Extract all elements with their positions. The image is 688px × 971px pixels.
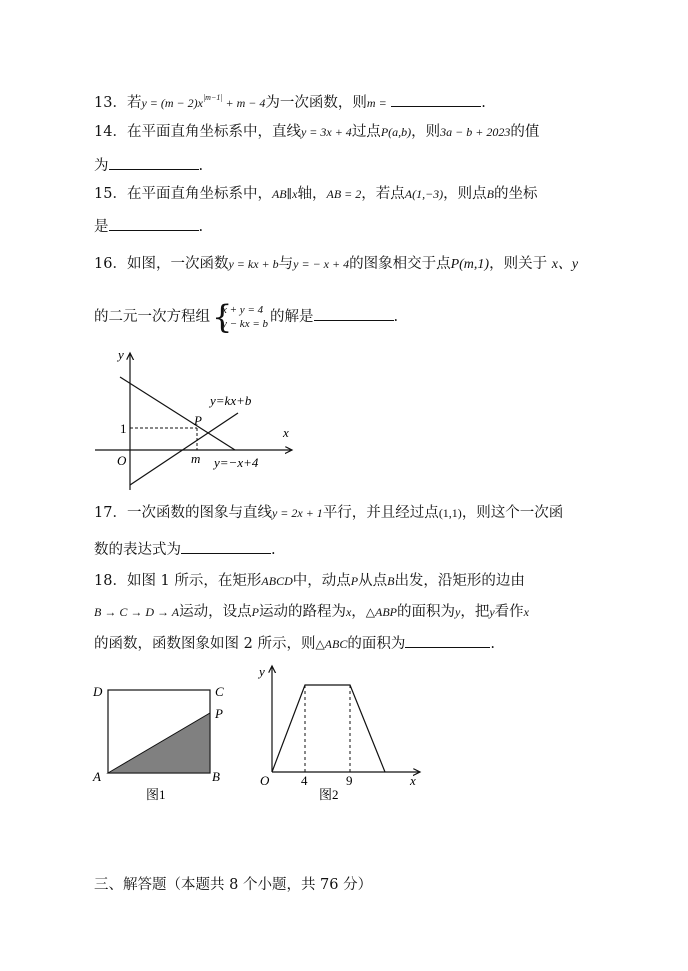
q13-expr: $y = (m - 2)x^{|m-1|} + m - 4$ bbox=[141, 93, 266, 110]
question-18-cont1: B → C → D → A运动，设点P运动的路程为x，△ABP的面积为y，把y看作x bbox=[94, 604, 529, 620]
fig1-label-b: B bbox=[212, 769, 220, 784]
graph-line2-label: y=−x+4 bbox=[214, 455, 259, 470]
fig1-label-d: D bbox=[93, 684, 103, 699]
graph-1-label: 1 bbox=[120, 421, 127, 436]
q13-m: m = bbox=[366, 96, 387, 110]
question-18-cont2: 的函数，函数图象如图 2 所示，则△ABC的面积为 . bbox=[94, 633, 495, 654]
line-neg-x-plus-4 bbox=[120, 377, 235, 450]
q16-equation-system: { x + y = 4 y − kx = b bbox=[212, 298, 268, 336]
fig2-tick-4: 4 bbox=[301, 773, 308, 788]
graph-y-label: y bbox=[118, 347, 124, 362]
question-15: 15．在平面直角坐标系中，AB∥x轴，AB = 2，若点A(1,−3)，则点B的坐标 bbox=[94, 186, 538, 202]
fig1-label-c: C bbox=[215, 684, 224, 699]
q18-figure1 bbox=[88, 678, 238, 808]
section-3-heading: 三、解答题（本题共 8 个小题，共 76 分） bbox=[94, 877, 373, 893]
question-13: 13．若$y = (m - 2)x^{|m-1|} + m - 4$为一次函数，则m = . bbox=[94, 93, 486, 111]
triangle-abp bbox=[108, 713, 210, 773]
graph-origin-label: O bbox=[117, 453, 127, 468]
fig2-tick-9: 9 bbox=[346, 773, 353, 788]
q13-text2: 为一次函数，则 bbox=[265, 95, 367, 111]
question-14-cont: 为 . bbox=[94, 155, 203, 176]
q14-expr2: 3a − b + 2023 bbox=[440, 125, 511, 139]
question-16-cont: 的二元一次方程组 { x + y = 4 y − kx = b 的解是 . bbox=[94, 298, 399, 336]
q16-graph bbox=[90, 345, 310, 495]
q13-number: 13． bbox=[94, 95, 127, 111]
fig2-caption: 图2 bbox=[319, 787, 339, 802]
fig2-origin-label: O bbox=[260, 773, 270, 788]
graph-x-label: x bbox=[283, 425, 289, 440]
fig2-y-label: y bbox=[259, 664, 265, 679]
q15-answer-blank[interactable] bbox=[109, 216, 199, 231]
question-17-cont: 数的表达式为 . bbox=[94, 539, 276, 560]
fig1-caption: 图1 bbox=[146, 787, 166, 802]
graph-p-label: P bbox=[194, 413, 202, 428]
q16-answer-blank[interactable] bbox=[314, 306, 394, 321]
question-18: 18．如图 1 所示，在矩形ABCD中，动点P从点B出发，沿矩形的边由 bbox=[94, 573, 525, 589]
q13-answer-blank[interactable] bbox=[391, 92, 481, 107]
q18-answer-blank[interactable] bbox=[405, 633, 490, 648]
question-14: 14．在平面直角坐标系中，直线y = 3x + 4过点P(a,b)，则3a − b + 2023的值 bbox=[94, 124, 540, 140]
fig1-label-p: P bbox=[215, 706, 223, 721]
q13-text: 若 bbox=[126, 95, 142, 111]
question-15-cont: 是 . bbox=[94, 216, 203, 237]
fig1-label-a: A bbox=[93, 769, 101, 784]
graph-line1-label: y=kx+b bbox=[210, 393, 252, 408]
question-17: 17．一次函数的图象与直线y = 2x + 1平行，并且经过点(1,1)，则这个一次函 bbox=[94, 505, 564, 521]
q18-figure2 bbox=[252, 660, 427, 810]
fig2-x-label: x bbox=[410, 773, 416, 788]
graph-m-label: m bbox=[191, 451, 201, 466]
question-16: 16．如图，一次函数y = kx + b与y = − x + 4的图象相交于点P(m,1)，则关于 x、y bbox=[94, 256, 579, 272]
line-kx-plus-b bbox=[130, 413, 238, 485]
q17-answer-blank[interactable] bbox=[181, 539, 271, 554]
q14-answer-blank[interactable] bbox=[109, 155, 199, 170]
q14-line-expr: y = 3x + 4 bbox=[300, 125, 352, 139]
q14-point: P(a,b) bbox=[380, 125, 412, 139]
fig2-function-graph bbox=[272, 685, 385, 772]
